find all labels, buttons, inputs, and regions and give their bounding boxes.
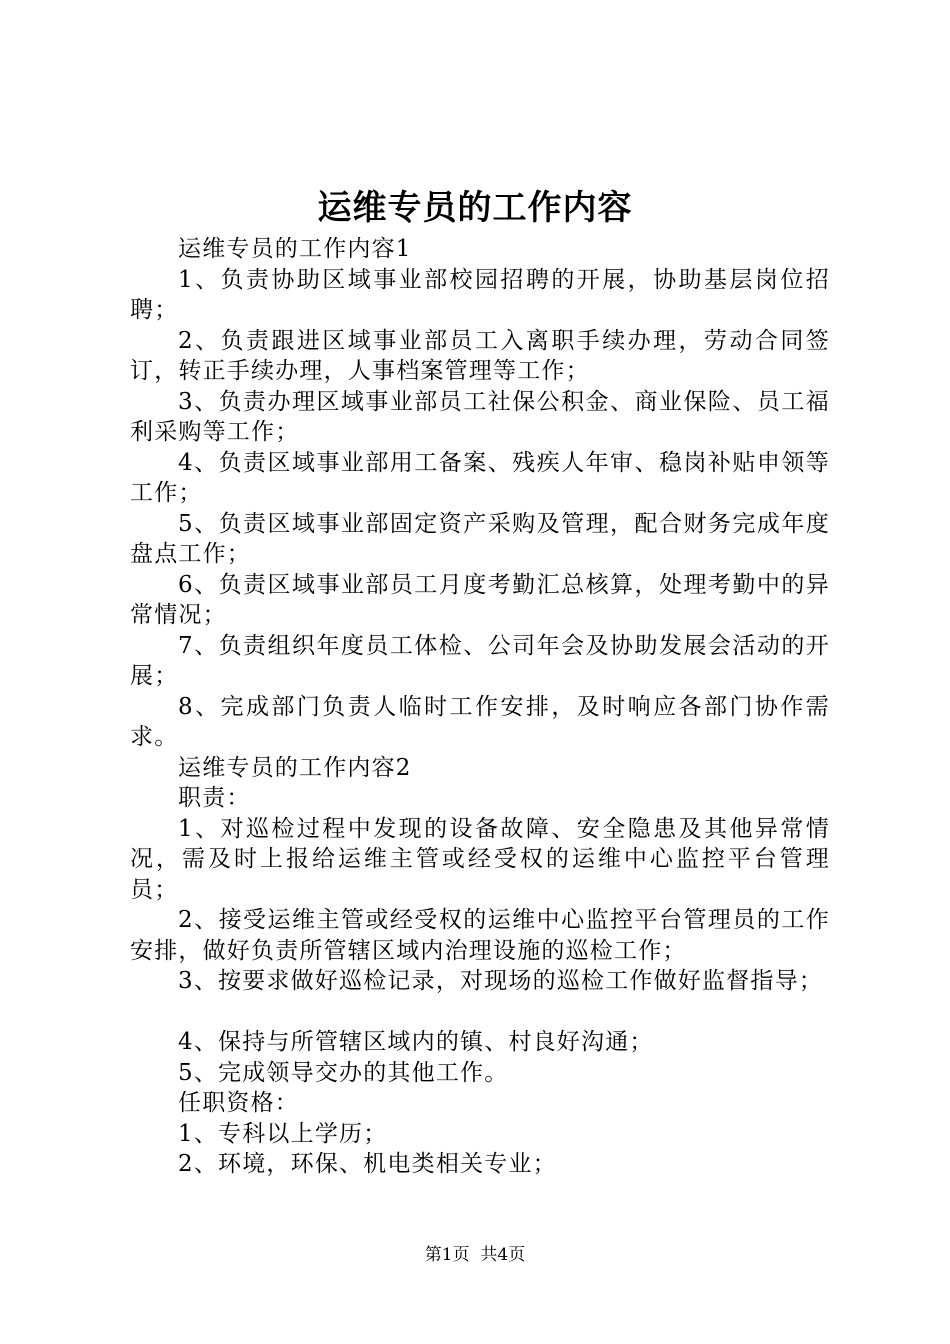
list-item: 5、负责区域事业部固定资产采购及管理，配合财务完成年度盘点工作； bbox=[130, 510, 830, 567]
list-item: 2、接受运维主管或经受权的运维中心监控平台管理员的工作安排，做好负责所管辖区域内治理设施的巡检工作； bbox=[130, 907, 830, 964]
page-footer bbox=[0, 1244, 950, 1266]
list-item: 2、负责跟进区域事业部员工入离职手续办理，劳动合同签订，转正手续办理，人事档案管理等工作； bbox=[130, 327, 830, 384]
section-heading-1: 运维专员的工作内容1 bbox=[178, 236, 412, 262]
subheading-qualifications: 任职资格： bbox=[178, 1090, 299, 1116]
list-item: 3、负责办理区域事业部员工社保公积金、商业保险、员工福利采购等工作； bbox=[130, 388, 830, 445]
list-item: 6、负责区域事业部员工月度考勤汇总核算，处理考勤中的异常情况； bbox=[130, 571, 830, 628]
document-title: 运维专员的工作内容 bbox=[317, 188, 633, 228]
document-body bbox=[130, 234, 830, 1180]
list-item: 8、完成部门负责人临时工作安排，及时响应各部门协作需求。 bbox=[130, 693, 830, 750]
list-item: 1、专科以上学历； bbox=[178, 1120, 388, 1147]
list-item: 3、按要求做好巡检记录，对现场的巡检工作做好监督指导； bbox=[178, 968, 824, 994]
list-item: 5、完成领导交办的其他工作。 bbox=[178, 1059, 509, 1086]
page-number: 第1页 共4页 bbox=[424, 1245, 526, 1265]
list-item: 4、保持与所管辖区域内的镇、村良好沟通； bbox=[178, 1029, 654, 1055]
list-item: 1、对巡检过程中发现的设备故障、安全隐患及其他异常情况，需及时上报给运维主管或经受权的运维中心监控平台管理员； bbox=[130, 815, 830, 903]
blank-line bbox=[130, 997, 830, 1028]
subheading-duties: 职责： bbox=[178, 785, 251, 811]
list-item: 7、负责组织年度员工体检、公司年会及协助发展会活动的开展； bbox=[130, 632, 830, 689]
section-heading-2: 运维专员的工作内容2 bbox=[178, 754, 412, 781]
list-item: 4、负责区域事业部用工备案、残疾人年审、稳岗补贴申领等工作； bbox=[130, 449, 830, 506]
list-item: 2、环境，环保、机电类相关专业； bbox=[178, 1151, 557, 1177]
list-item: 1、负责协助区域事业部校园招聘的开展，协助基层岗位招聘； bbox=[130, 266, 830, 323]
